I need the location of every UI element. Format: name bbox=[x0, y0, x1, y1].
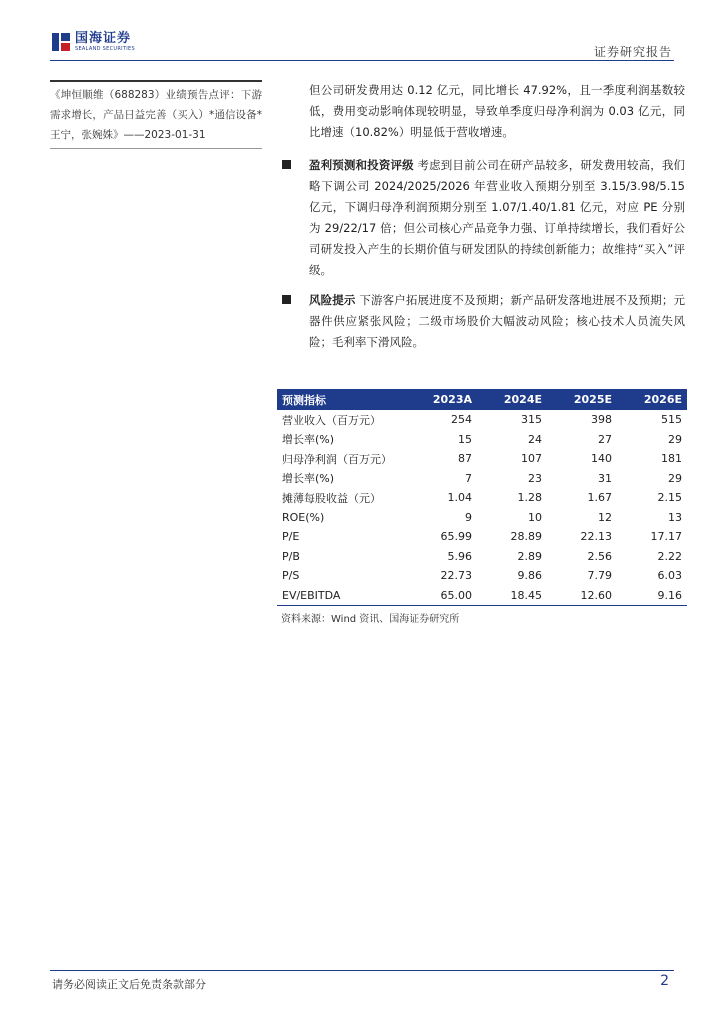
value-cell: 23 bbox=[528, 471, 542, 485]
value-cell: 87 bbox=[458, 452, 472, 466]
value-cell: 15 bbox=[458, 432, 472, 446]
value-cell: 65.99 bbox=[440, 530, 472, 544]
value-cell: 28.89 bbox=[510, 530, 542, 544]
rating-section-title: 盈利预测和投资评级 bbox=[309, 158, 414, 172]
table-row bbox=[277, 410, 687, 430]
logo-name-en: SEALAND SECURITIES bbox=[75, 46, 135, 52]
sidebar-top-rule bbox=[50, 80, 262, 82]
value-cell: 2.22 bbox=[657, 549, 682, 563]
disclaimer-note: 请务必阅读正文后免责条款部分 bbox=[52, 978, 206, 991]
value-cell: 2.56 bbox=[587, 549, 612, 563]
forecast-table bbox=[277, 389, 687, 625]
value-cell: 29 bbox=[668, 471, 682, 485]
value-cell: 12 bbox=[598, 510, 612, 524]
value-cell: 1.28 bbox=[517, 491, 542, 505]
row-label-cell: ROE(%) bbox=[282, 510, 325, 524]
company-logo bbox=[52, 32, 135, 52]
row-label-cell: P/E bbox=[282, 530, 300, 544]
value-cell: 9.16 bbox=[657, 588, 682, 602]
value-cell: 2.15 bbox=[657, 491, 682, 505]
value-cell: 24 bbox=[528, 432, 542, 446]
row-label-cell: 摊薄每股收益（元） bbox=[282, 491, 381, 505]
row-label-cell: EV/EBITDA bbox=[282, 588, 341, 602]
table-row bbox=[277, 469, 687, 489]
table-row bbox=[277, 527, 687, 547]
square-bullet-icon bbox=[282, 160, 291, 169]
body-paragraph: 但公司研发费用达 0.12 亿元，同比增长 47.92%，且一季度利润基数较低，费用变动影响体现较明显，导致单季度归母净利润为 0.03 亿元，同比增速（10.82%）明显低于营收增速。 bbox=[309, 83, 685, 139]
risk-section-text: 下游客户拓展进度不及预期；新产品研发落地进展不及预期；元器件供应紧张风险；二级市场股价大幅波动风险；核心技术人员流失风险；毛利率下滑风险。 bbox=[309, 293, 685, 349]
value-cell: 315 bbox=[521, 413, 542, 427]
table-row bbox=[277, 430, 687, 450]
value-cell: 7.79 bbox=[587, 569, 612, 583]
related-report-link[interactable]: 《坤恒顺维（688283）业绩预告点评：下游需求增长，产品日益完善（买入）*通信设备*王宁，张婉姝》——2023-01-31 bbox=[50, 89, 262, 141]
value-cell: 140 bbox=[591, 452, 612, 466]
value-cell: 7 bbox=[465, 471, 472, 485]
table-row bbox=[277, 508, 687, 528]
table-header-row bbox=[277, 389, 687, 410]
page-number: 2 bbox=[660, 973, 669, 989]
value-cell: 13 bbox=[668, 510, 682, 524]
value-cell: 18.45 bbox=[510, 588, 542, 602]
table-row bbox=[277, 488, 687, 508]
row-label-cell: 营业收入（百万元） bbox=[282, 413, 381, 427]
value-cell: 254 bbox=[451, 413, 472, 427]
risk-section-title: 风险提示 bbox=[309, 293, 356, 307]
document-type-label: 证券研究报告 bbox=[593, 45, 672, 59]
value-cell: 22.13 bbox=[580, 530, 612, 544]
rating-section bbox=[280, 155, 685, 281]
value-cell: 65.00 bbox=[440, 588, 472, 602]
value-cell: 17.17 bbox=[650, 530, 682, 544]
value-cell: 1.67 bbox=[587, 491, 612, 505]
column-header: 预测指标 bbox=[277, 389, 407, 410]
value-cell: 1.04 bbox=[447, 491, 472, 505]
table-row bbox=[277, 449, 687, 469]
value-cell: 515 bbox=[661, 413, 682, 427]
table-bottom-rule bbox=[277, 605, 687, 606]
row-label-cell: P/S bbox=[282, 569, 300, 583]
row-label-cell: 归母净利润（百万元） bbox=[282, 452, 392, 466]
rating-section-text: 考虑到目前公司在研产品较多，研发费用较高，我们略下调公司 2024/2025/2026 年营业收入预期分别至 3.15/3.98/5.15 亿元，下调归母净利润预期分别至 1.07/1.40/1.81 亿元，对应 PE 分别为 29/22/17 倍；但公司核心产品竞争力强、订单持续增长，我们看好公司研发投入产生的长期价值与研发团队的持续创新能力；故维持“买入”评级。 bbox=[309, 158, 686, 277]
value-cell: 2.89 bbox=[517, 549, 542, 563]
column-header: 2024E bbox=[477, 389, 547, 410]
value-cell: 27 bbox=[598, 432, 612, 446]
table-row bbox=[277, 547, 687, 567]
value-cell: 5.96 bbox=[447, 549, 472, 563]
value-cell: 6.03 bbox=[657, 569, 682, 583]
value-cell: 9 bbox=[465, 510, 472, 524]
sidebar-bottom-rule bbox=[50, 148, 262, 149]
value-cell: 22.73 bbox=[440, 569, 472, 583]
value-cell: 181 bbox=[661, 452, 682, 466]
table-row bbox=[277, 566, 687, 586]
logo-name-cn: 国海证券 bbox=[75, 31, 132, 46]
footer-divider bbox=[50, 970, 674, 971]
value-cell: 31 bbox=[598, 471, 612, 485]
row-label-cell: P/B bbox=[282, 549, 300, 563]
risk-section bbox=[280, 290, 685, 353]
table-row bbox=[277, 586, 687, 606]
value-cell: 107 bbox=[521, 452, 542, 466]
logo-icon bbox=[52, 33, 70, 51]
value-cell: 398 bbox=[591, 413, 612, 427]
table-source-note: 资料来源：Wind 资讯、国海证券研究所 bbox=[281, 614, 460, 625]
value-cell: 10 bbox=[528, 510, 542, 524]
square-bullet-icon bbox=[282, 295, 291, 304]
value-cell: 29 bbox=[668, 432, 682, 446]
column-header: 2023A bbox=[407, 389, 477, 410]
header-divider bbox=[50, 60, 674, 61]
column-header: 2025E bbox=[547, 389, 617, 410]
column-header: 2026E bbox=[617, 389, 687, 410]
row-label-cell: 增长率(%) bbox=[282, 472, 335, 486]
value-cell: 12.60 bbox=[580, 588, 612, 602]
row-label-cell: 增长率(%) bbox=[282, 433, 335, 447]
value-cell: 9.86 bbox=[517, 569, 542, 583]
